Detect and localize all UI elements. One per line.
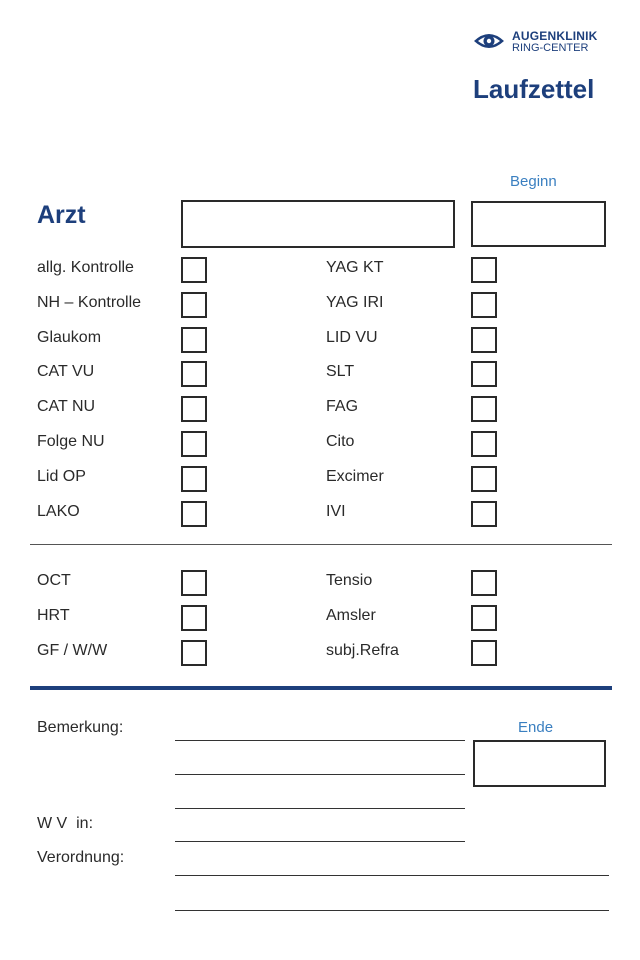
ende-label: Ende [518, 719, 554, 736]
bemerkung-label: Bemerkung: [37, 719, 124, 736]
checklist-label-excimer: Excimer [326, 467, 384, 485]
checklist-label-folge-nu: Folge NU [37, 433, 105, 450]
verordnung-line-2[interactable] [175, 910, 609, 911]
logo-text-line1: AUGENKLINIK [512, 29, 598, 43]
checklist-label-fag: FAG [326, 398, 359, 416]
bemerkung-line-3[interactable] [175, 808, 465, 809]
wv-line[interactable] [175, 841, 465, 842]
checkbox-ivi[interactable] [471, 501, 497, 527]
checkbox-yag-iri[interactable] [471, 292, 497, 318]
checklist-label-yag-iri: YAG IRI [326, 293, 384, 311]
checkbox-glaukom[interactable] [181, 327, 207, 353]
checkbox-yag-kt[interactable] [471, 257, 497, 283]
wv-label: W V in: [37, 815, 94, 832]
checkbox-fag[interactable] [471, 396, 497, 422]
checkbox-cat-vu[interactable] [181, 361, 207, 387]
checklist-label-oct: OCT [37, 572, 71, 589]
bemerkung-line-2[interactable] [175, 774, 465, 775]
checklist-label-subj-refra: subj.Refra [326, 641, 399, 659]
checkbox-excimer[interactable] [471, 466, 497, 492]
checkbox-lako[interactable] [181, 501, 207, 527]
checklist-label-lid-op: Lid OP [37, 467, 86, 485]
checklist-label-hrt: HRT [37, 606, 70, 624]
checklist-label-cat-nu: CAT NU [37, 398, 96, 416]
eye-icon [472, 28, 506, 54]
checklist-label-lako: LAKO [37, 502, 80, 520]
checkbox-hrt[interactable] [181, 605, 207, 631]
checkbox-lid-op[interactable] [181, 466, 207, 492]
section-divider [30, 544, 612, 545]
checkbox-nh-kontrolle[interactable] [181, 292, 207, 318]
beginn-label: Beginn [510, 173, 557, 190]
checkbox-cat-nu[interactable] [181, 396, 207, 422]
checklist-label-amsler: Amsler [326, 606, 376, 624]
checklist-label-nh-kontrolle: NH – Kontrolle [37, 293, 142, 311]
verordnung-label: Verordnung: [37, 849, 125, 866]
checklist-label-gf-w-w: GF / W/W [37, 641, 108, 659]
checkbox-subj-refra[interactable] [471, 640, 497, 666]
verordnung-line-1[interactable] [175, 875, 609, 876]
page-title: Laufzettel [473, 74, 595, 104]
bemerkung-line-1[interactable] [175, 740, 465, 741]
checklist-label-allg-kontrolle: allg. Kontrolle [37, 259, 134, 276]
section-divider-thick [30, 686, 612, 690]
arzt-label: Arzt [37, 201, 86, 229]
checkbox-gf-w-w[interactable] [181, 640, 207, 666]
checkbox-amsler[interactable] [471, 605, 497, 631]
ende-field[interactable] [473, 740, 606, 787]
checkbox-tensio[interactable] [471, 570, 497, 596]
arzt-field[interactable] [181, 200, 455, 248]
checkbox-folge-nu[interactable] [181, 431, 207, 457]
checkbox-slt[interactable] [471, 361, 497, 387]
checkbox-lid-vu[interactable] [471, 327, 497, 353]
checkbox-cito[interactable] [471, 431, 497, 457]
beginn-field[interactable] [471, 201, 606, 247]
checklist-label-ivi: IVI [326, 502, 346, 520]
checklist-label-cito: Cito [326, 433, 355, 450]
clinic-logo [472, 28, 622, 58]
checklist-label-slt: SLT [326, 363, 355, 381]
checklist-label-tensio: Tensio [326, 572, 373, 589]
checklist-label-yag-kt: YAG KT [326, 259, 384, 276]
logo-text-line2: RING-CENTER [512, 42, 589, 54]
checkbox-allg-kontrolle[interactable] [181, 257, 207, 283]
checklist-label-glaukom: Glaukom [37, 328, 102, 346]
checkbox-oct[interactable] [181, 570, 207, 596]
checklist-label-lid-vu: LID VU [326, 328, 378, 346]
checklist-label-cat-vu: CAT VU [37, 363, 95, 381]
